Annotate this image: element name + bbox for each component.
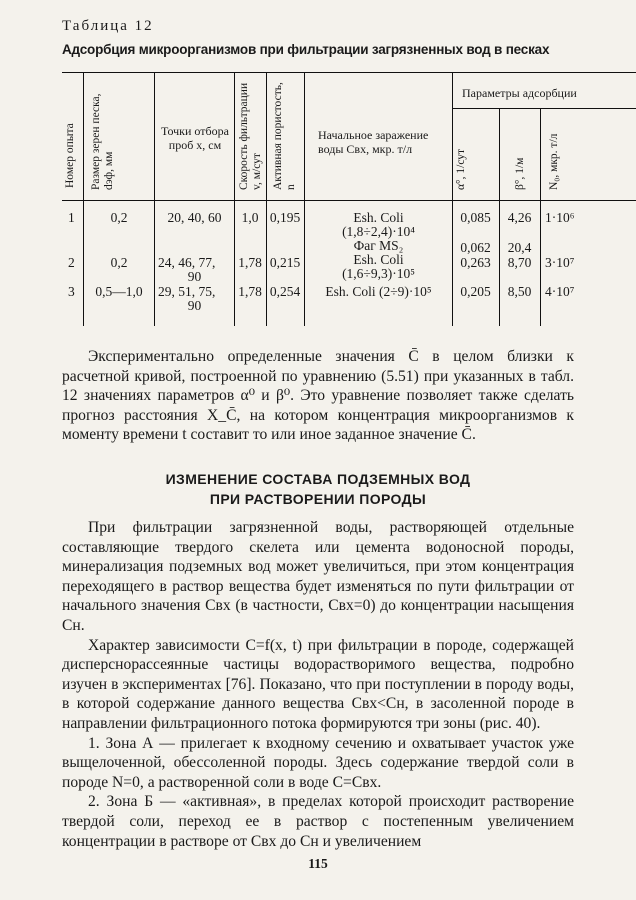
section-text bbox=[62, 518, 574, 851]
cell-initial: (1,6÷9,3)·10⁵ bbox=[342, 266, 415, 281]
cell-num: 3 bbox=[68, 284, 75, 299]
cell-beta: 8,50 bbox=[507, 284, 532, 299]
table-top-rule bbox=[62, 72, 636, 73]
cell-speed: 1,78 bbox=[238, 284, 262, 299]
cell-alpha: 0,085 bbox=[460, 210, 491, 225]
cell-speed: 1,0 bbox=[241, 210, 259, 225]
header-experiment-number: Номер опыта bbox=[64, 123, 76, 188]
cell-alpha: 0,263 bbox=[460, 255, 491, 270]
cell-n0: 1·10⁶ bbox=[545, 210, 575, 225]
header-initial-contamination: Начальное заражение воды Cвх, мкр. т/л bbox=[318, 128, 429, 156]
cell-initial: Esh. Coli (2÷9)·10⁵ bbox=[325, 284, 432, 299]
cell-alpha: 0,205 bbox=[460, 284, 491, 299]
col-rule bbox=[154, 72, 155, 326]
cell-porosity: 0,254 bbox=[269, 284, 301, 299]
cell-beta: 8,70 bbox=[507, 255, 532, 270]
cell-points: 29, 51, 75, bbox=[158, 284, 216, 299]
paragraph: 2. Зона Б — «активная», в пределах которой происходит растворение твердой соли, переход ее в раствор с постепенным увеличением концентрации в растворе от Cвх до Cн и увеличением bbox=[62, 793, 574, 850]
cell-n0: 4·10⁷ bbox=[545, 284, 575, 299]
cell-grain: 0,5—1,0 bbox=[95, 284, 143, 299]
cell-speed: 1,78 bbox=[238, 255, 262, 270]
section-heading-line-1: ИЗМЕНЕНИЕ СОСТАВА ПОДЗЕМНЫХ ВОД bbox=[165, 471, 471, 487]
cell-points: 20, 40, 60 bbox=[167, 210, 222, 225]
cell-initial: Фаг MS₂ bbox=[353, 238, 404, 253]
paragraph: Экспериментально определенные значения C̄ в целом близки к расчетной кривой, построенной по уравнению (5.51) при указанных в табл. 12 значениях параметров α⁰ и β⁰. Это уравнение позволяет также сделать прогноз расстояния X_C̄, на котором концентрация микроорганизмов к моменту времени t составит то или иное заданное значение C̄. bbox=[62, 348, 574, 444]
table-caption: Таблица 12 bbox=[62, 18, 154, 34]
header-alpha: α°, 1/сут bbox=[455, 148, 467, 190]
cell-points: 90 bbox=[187, 269, 202, 284]
cell-initial: Esh. Coli bbox=[353, 210, 404, 225]
cell-porosity: 0,195 bbox=[269, 210, 301, 225]
cell-alpha: 0,062 bbox=[460, 240, 491, 255]
cell-grain: 0,2 bbox=[110, 255, 128, 270]
header-grain-size: Размер зерен песка, dэф, мм bbox=[90, 93, 115, 190]
header-sampling-points: Точки отбора проб x, см bbox=[161, 124, 229, 152]
cell-grain: 0,2 bbox=[110, 210, 128, 225]
paragraph: Характер зависимости C=f(x, t) при фильтрации в породе, содержащей дисперснорассеянные частицы водорастворимого вещества, подробно изучен в экспериментах [76]. Показано, что при поступлении в породу воды, в которой содержание данного вещества Cвх<Cн, в засоленной породе в направлении фильтрационного потока формируются три зоны (рис. 40). bbox=[62, 636, 574, 732]
table-title: Адсорбция микроорганизмов при фильтрации загрязненных вод в песках bbox=[62, 42, 550, 57]
cell-beta: 20,4 bbox=[507, 240, 532, 255]
header-filtration-speed: Скорость фильтрации v, м/сут bbox=[238, 82, 263, 190]
header-bottom-rule bbox=[62, 200, 636, 201]
cell-num: 2 bbox=[68, 255, 75, 270]
header-beta: β°, 1/м bbox=[514, 157, 526, 190]
header-active-porosity: Активная пористость, n bbox=[272, 82, 297, 190]
paragraph: 1. Зона А — прилегает к входному сечению и охватывает участок уже выщелоченной, обессоленной породы. Здесь содержание твердой соли в породе N=0, а растворенной соли в воде C=Cвх. bbox=[62, 734, 574, 791]
header-n0: N₀, мкр. т/л bbox=[548, 133, 560, 190]
cell-points: 90 bbox=[187, 298, 202, 313]
cell-points: 24, 46, 77, bbox=[158, 255, 216, 270]
intro-text bbox=[62, 347, 574, 445]
cell-num: 1 bbox=[68, 210, 75, 225]
cell-beta: 4,26 bbox=[507, 210, 532, 225]
group-header-rule bbox=[452, 108, 636, 109]
adsorption-table bbox=[62, 72, 636, 326]
header-adsorption-parameters: Параметры адсорбции bbox=[462, 86, 577, 100]
paragraph: При фильтрации загрязненной воды, растворяющей отдельные составляющие твердого скелета или цемента водоносной породы, минерализация подземных вод может увеличиться, при этом концентрация переходящего в раствор вещества будет изменяться по пути фильтрации от начального значения Cвх (в частности, Cвх=0) до концентрации насыщения Cн. bbox=[62, 519, 574, 634]
col-rule bbox=[540, 108, 541, 326]
cell-n0: 3·10⁷ bbox=[545, 255, 575, 270]
cell-initial: (1,8÷2,4)·10⁴ bbox=[342, 224, 415, 239]
cell-porosity: 0,215 bbox=[269, 255, 301, 270]
page-number: 115 bbox=[308, 856, 328, 871]
section-heading-line-2: ПРИ РАСТВОРЕНИИ ПОРОДЫ bbox=[209, 491, 427, 507]
cell-initial: Esh. Coli bbox=[353, 252, 404, 267]
